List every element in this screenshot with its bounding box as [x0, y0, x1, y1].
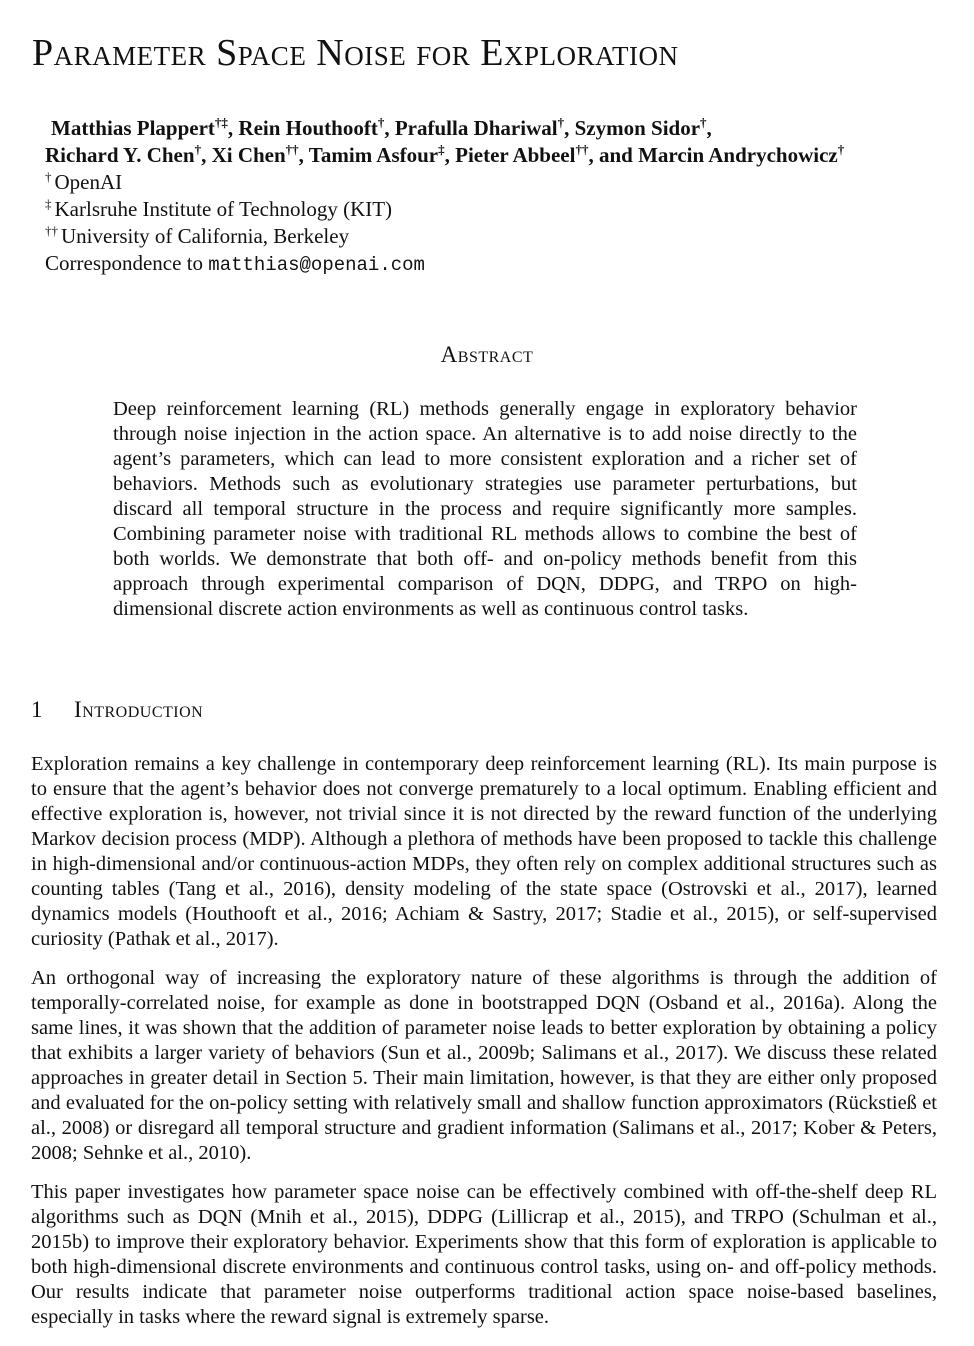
affiliation	[45, 169, 955, 196]
author-mark: ††	[285, 142, 299, 157]
author-separator: ,	[384, 116, 395, 140]
body-paragraph: This paper investigates how parameter space noise can be effectively combined with off-the-shelf deep RL algorithms such as DQN (Mnih et al., 2015), DDPG (Lillicrap et al., 2015), and TRPO (Schulman et al., 2015b) to improve their exploratory behavior. Experiments show that this form of exploration is applicable to both high-dimensional discrete environments and continuous control tasks, using on- and off-policy methods. Our results indicate that parameter noise outperforms traditional action space noise-based baselines, especially in tasks where the reward signal is extremely sparse.	[31, 1181, 937, 1328]
author-name: Pieter Abbeel	[455, 143, 576, 167]
author-mark: †‡	[214, 115, 228, 130]
affiliation-mark: †	[45, 169, 52, 184]
abstract-heading: Abstract	[440, 342, 534, 367]
author-mark: †	[837, 142, 845, 157]
affiliation-list	[45, 169, 955, 279]
affiliation	[45, 223, 955, 250]
author-separator: ,	[564, 116, 575, 140]
correspondence-label: Correspondence to	[45, 251, 204, 275]
correspondence	[45, 250, 955, 279]
author-name: Prafulla Dhariwal	[394, 116, 558, 140]
section-heading	[31, 695, 631, 725]
section-number: 1	[31, 697, 43, 722]
author-name: Marcin Andrychowicz	[638, 143, 838, 167]
affiliation-mark: ††	[45, 223, 58, 238]
author-separator: ,	[201, 143, 212, 167]
abstract-text: Deep reinforcement learning (RL) methods generally engage in exploratory behavior through noise injection in the action space. An alternative is to add noise directly to the agent’s parameters, which can lead to more consistent exploration and a richer set of behaviors. Methods such as evolutionary strategies use parameter perturbations, but discard all temporal structure in the process and require significantly more samples. Combining parameter noise with traditional RL methods allows to combine the best of both worlds. We demonstrate that both off- and on-policy methods benefit from this approach through experimental comparison of DQN, DDPG, and TRPO on high-dimensional discrete action environments as well as continuous control tasks.	[113, 398, 857, 620]
affiliation	[45, 196, 955, 223]
author-separator: ,	[227, 116, 239, 140]
author-mark: †	[194, 142, 202, 157]
author-mark: †	[700, 115, 707, 130]
body-paragraph: An orthogonal way of increasing the exploratory nature of these algorithms is through the addition of temporally-correlated noise, for example as done in bootstrapped DQN (Osband et al., 2016a). Along the same lines, it was shown that the addition of parameter noise leads to better exploration by obtaining a policy that exhibits a larger variety of behaviors (Sun et al., 2009b; Salimans et al., 2017). We discuss these related approaches in greater detail in Section 5. Their main limitation, however, is that they are either only proposed and evaluated for the on-policy setting with relatively small and shallow function approximators (Rückstieß et al., 2008) or disregard all temporal structure and gradient information (Salimans et al., 2017; Kober & Peters, 2008; Sehnke et al., 2010).	[31, 967, 937, 1164]
author-name: Szymon Sidor	[574, 116, 701, 140]
author-list	[45, 115, 955, 169]
author-line-2	[45, 142, 955, 169]
body-paragraph: Exploration remains a key challenge in contemporary deep reinforcement learning (RL). Its main purpose is to ensure that the agent’s behavior does not converge prematurely to a local optimum. Enabling efficient and effective exploration is, however, not trivial since it is not directed by the reward function of the underlying Markov decision process (MDP). Although a plethora of methods have been proposed to tackle this challenge in high-dimensional and/or continuous-action MDPs, they often rely on complex additional structures such as counting tables (Tang et al., 2016), density modeling of the state space (Ostrovski et al., 2017), learned dynamics models (Houthooft et al., 2016; Achiam & Sastry, 2017; Stadie et al., 2015), or self-supervised curiosity (Pathak et al., 2017).	[31, 753, 937, 950]
author-name: Tamim Asfour	[308, 143, 439, 167]
author-separator: ,	[444, 143, 456, 167]
paper-title: Parameter Space Noise for Exploration	[32, 32, 679, 74]
author-mark: ††	[575, 142, 589, 157]
author-name: Richard Y. Chen	[45, 143, 195, 167]
author-name: Matthias Plappert	[51, 116, 215, 140]
author-line-1	[45, 115, 955, 142]
correspondence-email[interactable]: matthias@openai.com	[208, 254, 425, 276]
author-mark: †	[557, 115, 565, 130]
affiliation-name: OpenAI	[54, 170, 123, 194]
author-separator: , and	[588, 143, 639, 167]
affiliation-mark: ‡	[45, 196, 52, 211]
author-separator: ,	[298, 143, 309, 167]
author-mark: †	[377, 115, 385, 130]
affiliation-name: University of California, Berkeley	[61, 224, 350, 248]
author-name: Xi Chen	[211, 143, 286, 167]
section-title: Introduction	[74, 697, 204, 722]
affiliation-name: Karlsruhe Institute of Technology (KIT)	[54, 197, 393, 221]
author-name: Rein Houthooft	[238, 116, 378, 140]
author-mark: ‡	[438, 142, 445, 157]
author-separator: ,	[706, 116, 712, 140]
